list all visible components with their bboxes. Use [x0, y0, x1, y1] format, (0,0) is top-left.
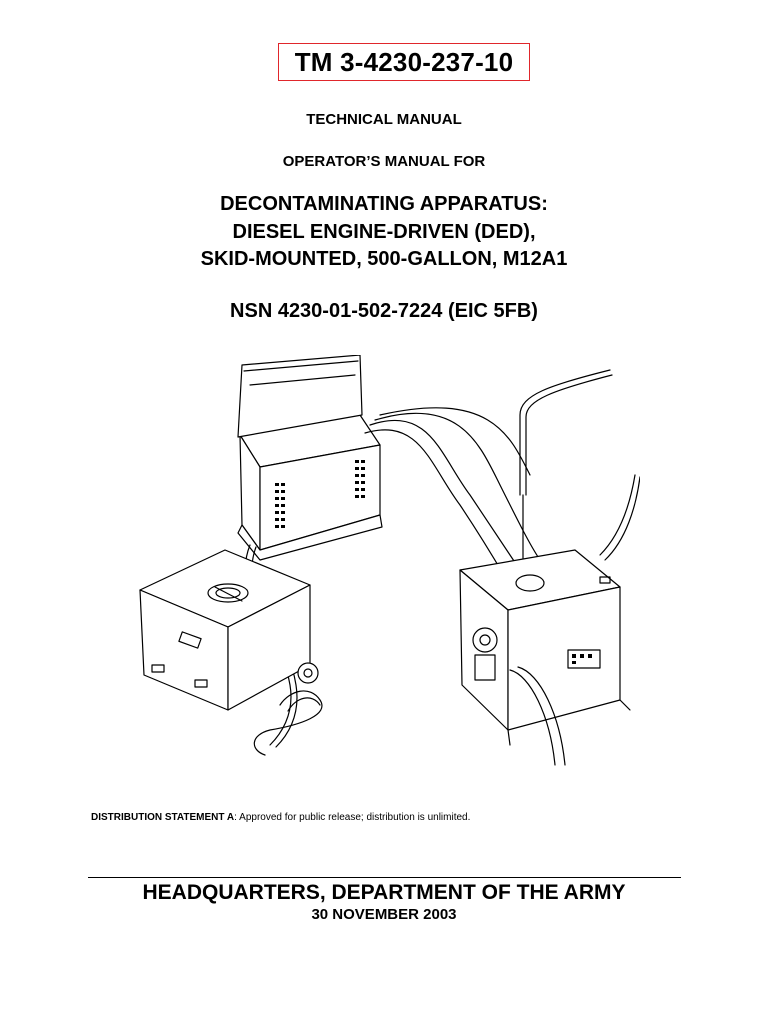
manual-number: TM 3-4230-237-10 [294, 46, 514, 77]
apparatus-illustration [130, 355, 640, 775]
publication-date: 30 NOVEMBER 2003 [311, 906, 457, 923]
distribution-label: DISTRIBUTION STATEMENT A [91, 812, 235, 823]
heater-unit [460, 550, 630, 765]
nsn-line: NSN 4230-01-502-7224 (EIC 5FB) [230, 300, 538, 322]
title-line-2: DIESEL ENGINE-DRIVEN (DED), [232, 221, 536, 243]
engine-pump-unit [238, 355, 382, 560]
headquarters-line: HEADQUARTERS, DEPARTMENT OF THE ARMY [142, 881, 626, 904]
title-line-3: SKID-MOUNTED, 500-GALLON, M12A1 [200, 248, 568, 270]
distribution-statement [91, 812, 470, 823]
manual-subtitle: OPERATOR’S MANUAL FOR [282, 153, 486, 170]
manual-number-box [278, 43, 530, 81]
footer-divider [88, 877, 681, 878]
water-tank [140, 550, 322, 755]
manual-type: TECHNICAL MANUAL [306, 111, 462, 128]
title-line-1: DECONTAMINATING APPARATUS: [220, 193, 548, 215]
distribution-text: : Approved for public release; distribution is unlimited. [234, 812, 471, 823]
